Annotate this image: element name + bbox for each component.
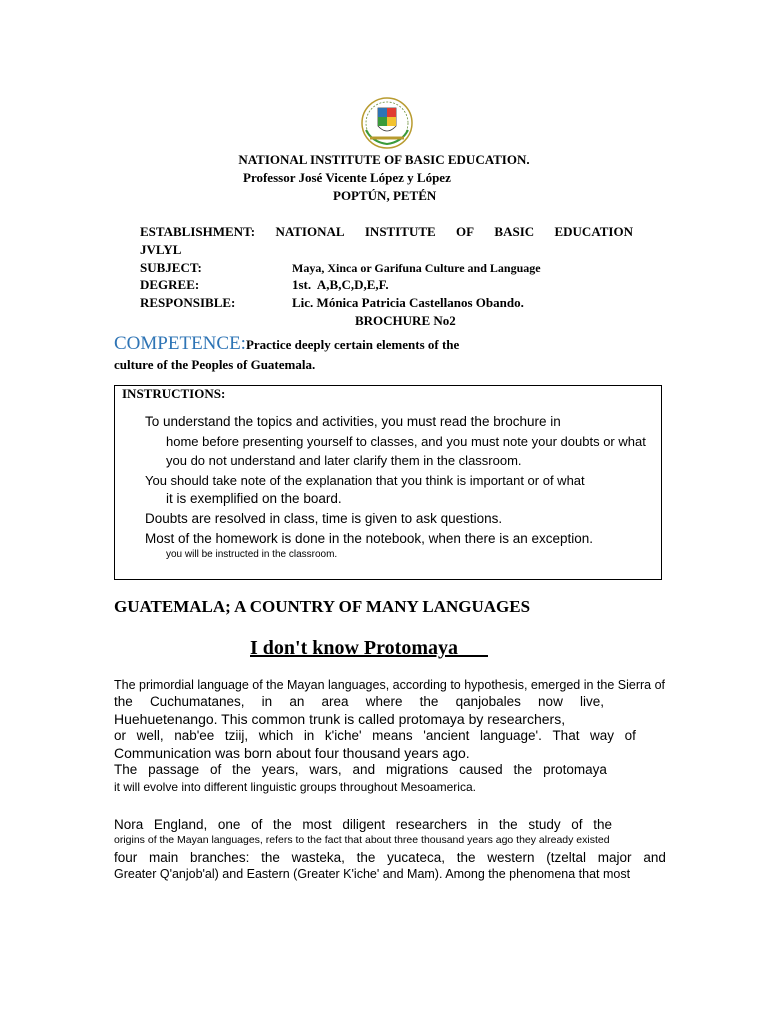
instruction-item: To understand the topics and activities, you must read the brochure in <box>145 414 561 429</box>
paragraph-line-justified <box>114 817 612 832</box>
establishment-word: OF <box>456 224 475 239</box>
instructions-title: INSTRUCTIONS: <box>122 386 226 401</box>
word: in <box>477 817 489 832</box>
paragraph-line-justified <box>114 850 666 865</box>
word: the <box>593 817 612 832</box>
word: qanjobales <box>455 694 521 709</box>
degree-label: DEGREE: <box>140 277 200 292</box>
word: well, <box>136 728 164 743</box>
instruction-item-cont: home before presenting yourself to classes, and you must note your doubts or what <box>166 434 646 449</box>
professor-name: Professor José Vicente López y López <box>243 170 451 185</box>
establishment-word: NATIONAL <box>275 224 345 239</box>
word: caused <box>459 762 503 777</box>
competence-text-cont: culture of the Peoples of Guatemala. <box>114 357 316 372</box>
word: the <box>356 850 376 865</box>
paragraph-line: Greater Q'anjob'al) and Eastern (Greater K'iche' and Mam). Among the phenomena that most <box>114 867 631 881</box>
word: tziij, <box>224 728 249 743</box>
word: in <box>303 728 315 743</box>
word: and <box>643 850 666 865</box>
word: (tzeltal <box>546 850 587 865</box>
word: language'. <box>479 728 542 743</box>
word: an <box>289 694 305 709</box>
responsible-label: RESPONSIBLE: <box>140 295 236 310</box>
responsible-value: Lic. Mónica Patricia Castellanos Obando. <box>292 295 524 310</box>
establishment-word: BASIC <box>494 224 535 239</box>
paragraph-line: The primordial language of the Mayan languages, according to hypothesis, emerged in the Sierra of <box>114 678 666 692</box>
word: passage <box>148 762 200 777</box>
section-heading: GUATEMALA; A COUNTRY OF MANY LANGUAGES <box>114 597 531 616</box>
word: migrations <box>385 762 449 777</box>
establishment-word: INSTITUTE <box>364 224 436 239</box>
word: major <box>597 850 632 865</box>
word: four <box>114 850 138 865</box>
word: the <box>498 817 518 832</box>
word: of <box>210 762 222 777</box>
word: live, <box>579 694 604 709</box>
word: nab'ee <box>174 728 215 743</box>
word: the <box>419 694 439 709</box>
instruction-item: Most of the homework is done in the notebook, when there is an exception. <box>145 531 594 546</box>
instruction-item: Doubts are resolved in class, time is given to ask questions. <box>145 511 503 526</box>
word: way <box>590 728 615 743</box>
word: area <box>321 694 349 709</box>
word: Cuchumatanes, <box>149 694 245 709</box>
word: 'ancient <box>423 728 470 743</box>
word: in <box>261 694 273 709</box>
word: protomaya <box>543 762 607 777</box>
word: That <box>552 728 580 743</box>
competence-label: COMPETENCE: <box>114 333 246 354</box>
paragraph-line-justified <box>114 762 607 777</box>
word: western <box>487 850 535 865</box>
instruction-item-cont: you do not understand and later clarify them in the classroom. <box>166 453 522 468</box>
subject-label: SUBJECT: <box>140 260 202 275</box>
word: the <box>114 694 133 709</box>
establishment-row <box>140 224 633 240</box>
word: which <box>258 728 294 743</box>
word: now <box>538 694 563 709</box>
institute-name: NATIONAL INSTITUTE OF BASIC EDUCATION. <box>238 152 530 167</box>
establishment-label: ESTABLISHMENT: <box>140 224 256 239</box>
word: of <box>251 817 263 832</box>
word: study <box>528 817 561 832</box>
paragraph-line-justified <box>114 694 604 709</box>
word: of <box>571 817 583 832</box>
word: the <box>261 850 280 865</box>
word: means <box>372 728 413 743</box>
word: wasteka, <box>291 850 345 865</box>
word: wars, <box>309 762 342 777</box>
brochure-number: BROCHURE No2 <box>355 313 456 328</box>
word: or <box>114 728 127 743</box>
instruction-item-cont: you will be instructed in the classroom. <box>166 549 338 560</box>
word: England, <box>153 817 208 832</box>
word: diligent <box>342 817 386 832</box>
location: POPTÚN, PETÉN <box>333 188 437 203</box>
instruction-item: You should take note of the explanation that you think is important or of what <box>145 473 585 488</box>
word: of <box>624 728 636 743</box>
school-seal-logo <box>356 96 418 150</box>
paragraph-line: Communication was born about four thousand years ago. <box>114 745 470 761</box>
word: researchers <box>395 817 468 832</box>
word: years, <box>261 762 299 777</box>
word: yucateca, <box>387 850 445 865</box>
word: main <box>149 850 179 865</box>
word: one <box>217 817 241 832</box>
word: branches: <box>190 850 250 865</box>
word: the <box>272 817 292 832</box>
word: the <box>232 762 251 777</box>
competence-text: Practice deeply certain elements of the <box>245 337 460 352</box>
paragraph-line: Huehuetenango. This common trunk is called protomaya by researchers, <box>114 711 566 727</box>
word: and <box>352 762 376 777</box>
word: The <box>114 762 138 777</box>
degree-value: 1st. A,B,C,D,E,F. <box>292 277 389 292</box>
word: Nora <box>114 817 144 832</box>
word: the <box>513 762 533 777</box>
paragraph-line: origins of the Mayan languages, refers to the fact that about three thousand years ago they already existed <box>114 834 610 846</box>
word: k'iche' <box>324 728 362 743</box>
establishment-continuation: JVLYL <box>140 242 182 257</box>
word: most <box>302 817 332 832</box>
establishment-word: EDUCATION <box>554 224 633 239</box>
paragraph-line: it will evolve into different linguistic groups throughout Mesoamerica. <box>114 780 476 794</box>
instruction-item-cont: it is exemplified on the board. <box>166 491 342 506</box>
word: the <box>456 850 476 865</box>
section-subheading: I don't know Protomaya <box>250 637 458 659</box>
competence-line <box>114 333 459 355</box>
paragraph-line-justified <box>114 728 636 743</box>
word: where <box>365 694 403 709</box>
subject-value: Maya, Xinca or Garifuna Culture and Language <box>292 261 541 275</box>
